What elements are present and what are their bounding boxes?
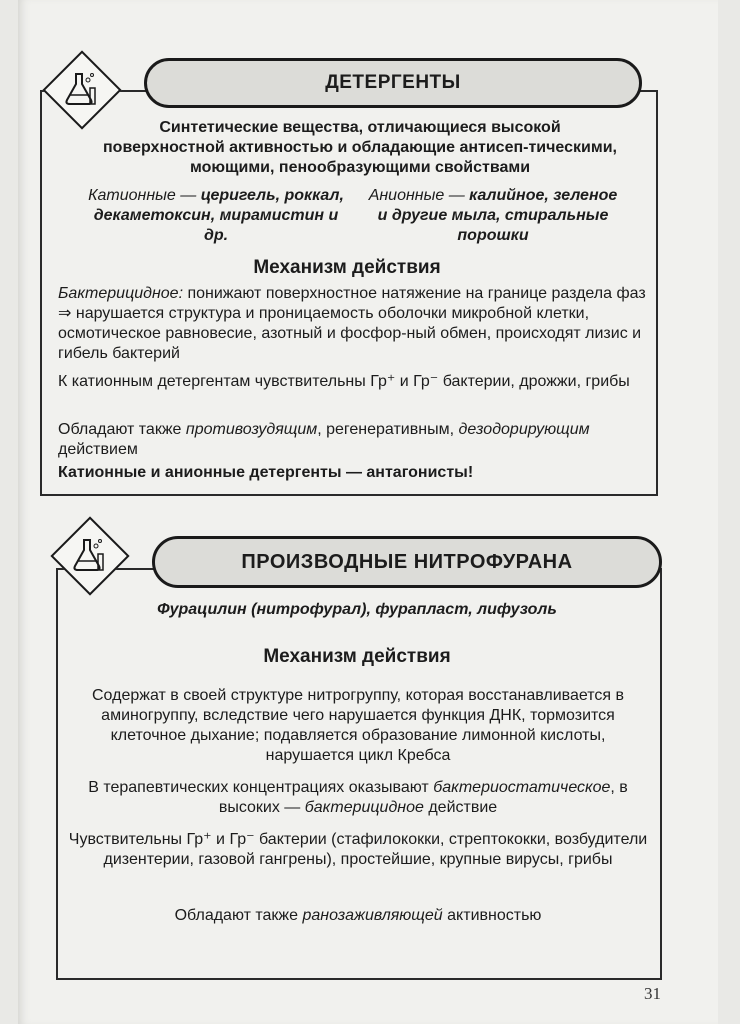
mechanism-heading-1: Механизм действия xyxy=(253,257,441,278)
flask-icon xyxy=(55,64,105,114)
mechanism-paragraph-1 xyxy=(58,284,648,364)
bactericidal-label: Бактерицидное: xyxy=(58,285,184,302)
mechanism-paragraph-2: Содержат в своей структуре нитрогруппу, которая восстанавливается в аминогруппу, вследствие чего нарушается функция ДНК, тормозится клеточное дыхание; подавляется образование лимонной кислоты, нарушается цикл Кребса xyxy=(92,687,624,764)
sensitivity-paragraph-2: Чувствительны Гр⁺ и Гр⁻ бактерии (стафилококки, стрептококки, возбудители дизентерии, газовой гангрены), простейшие, крупные вирусы, грибы xyxy=(68,831,648,868)
concentration-start: В терапевтических концентрациях оказывают xyxy=(88,779,429,796)
wound-end: активностью xyxy=(447,907,542,924)
sensitivity-paragraph: К катионным детергентам чувствительны Гр⁺ и Гр⁻ бактерии, дрожжи, грибы xyxy=(58,373,630,390)
properties-paragraph-2 xyxy=(66,906,650,926)
wound-start: Обладают также xyxy=(174,907,299,924)
property-antipruritic: противозудящим xyxy=(185,421,318,438)
properties-start: Обладают также xyxy=(58,421,182,438)
properties-end: действием xyxy=(58,441,138,458)
detergents-intro: Синтетические вещества, отличающиеся высокой поверхностной активностью и обладающие антисеп-тическими, моющими, пенообразующими свойствами xyxy=(103,119,617,176)
cationic-label: Катионные — xyxy=(88,187,197,204)
properties-paragraph-1 xyxy=(58,420,648,460)
concentration-mid: , в высоких — xyxy=(218,779,628,816)
wound-healing-term: ранозаживляющей xyxy=(302,907,443,924)
property-deodorizing: дезодорирующим xyxy=(458,421,590,438)
bactericidal-term: бактерицидное xyxy=(304,799,424,816)
anionic-block xyxy=(368,186,618,246)
properties-mid: , регенеративным, xyxy=(317,421,455,438)
bactericidal-text: понижают поверхностное натяжение на границе раздела фаз ⇒ нарушается структура и проницаемость оболочки микробной клетки, осмотическое равновесие, азотный и фосфор-ный обмен, происходят лизис и гибель бактерий xyxy=(58,285,646,362)
flask-icon xyxy=(63,530,113,580)
anionic-label: Анионные — xyxy=(368,187,465,204)
antagonists-note: Катионные и анионные детергенты — антагонисты! xyxy=(58,464,474,481)
nitrofurans-title: ПРОИЗВОДНЫЕ НИТРОФУРАНА xyxy=(152,536,662,588)
page-number: 31 xyxy=(644,984,661,1003)
concentration-end: действие xyxy=(428,799,498,816)
cationic-block xyxy=(86,186,346,246)
nitrofuran-drugs: Фурацилин (нитрофурал), фурапласт, лифузоль xyxy=(157,601,557,618)
anionic-examples: калийное, зеленое и другие мыла, стиральные порошки xyxy=(377,187,618,244)
cationic-examples: церигель, роккал, декаметоксин, мирамистин и др. xyxy=(93,187,344,244)
bacteriostatic-term: бактериостатическое xyxy=(433,779,611,796)
detergents-title: ДЕТЕРГЕНТЫ xyxy=(144,58,642,108)
mechanism-heading-2: Механизм действия xyxy=(263,646,451,667)
concentration-paragraph xyxy=(66,778,650,818)
